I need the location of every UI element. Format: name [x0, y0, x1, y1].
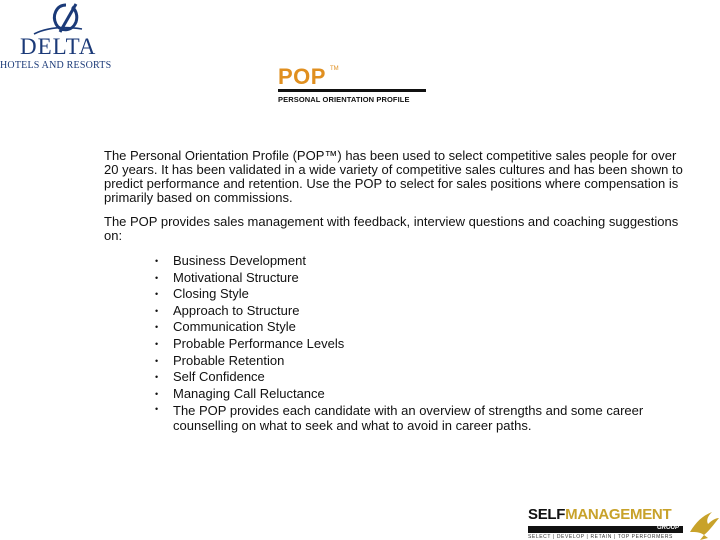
sm-tagline: SELECT | DEVELOP | RETAIN | TOP PERFORMERS: [528, 534, 673, 540]
list-item: • Closing Style: [155, 286, 249, 302]
bullet-icon: •: [155, 355, 159, 366]
pop-trademark: TM: [330, 66, 339, 72]
delta-logo: [0, 0, 130, 80]
delta-subtitle: HOTELS AND RESORTS: [0, 60, 112, 71]
eagle-icon: [688, 502, 720, 540]
bullet-icon: •: [155, 404, 159, 415]
bullet-icon: •: [155, 256, 159, 266]
delta-wordmark: DELTA: [20, 34, 97, 59]
bullet-icon: •: [155, 272, 159, 283]
list-item: • The POP provides each candidate with an overview of strengths and some career counselling on what to seek and what to avoid in career paths.: [155, 403, 644, 434]
bullet-icon: •: [155, 338, 159, 349]
pop-wordmark: POP: [278, 64, 326, 89]
self-management-logo: [528, 502, 720, 540]
sm-group-label: GROUP: [656, 525, 679, 531]
list-item: • Managing Call Reluctance: [155, 385, 325, 401]
main-content: [104, 149, 684, 433]
list-item: • Probable Performance Levels: [155, 335, 345, 351]
list-item: • Motivational Structure: [155, 269, 299, 285]
intro-paragraph: The Personal Orientation Profile (POP™) has been used to select competitive sales people for over 20 years. It has been validated in a wide variety of competitive sales cultures and has been shown to predict performance and retention. Use the POP to select for sales positions where compensation is primarily based on commissions.: [104, 148, 683, 205]
feedback-paragraph: The POP provides sales management with feedback, interview questions and coaching suggestions on:: [104, 214, 679, 243]
bullet-icon: •: [155, 305, 159, 316]
bullet-icon: •: [155, 289, 159, 300]
bullet-icon: •: [155, 372, 159, 383]
delta-swoosh-icon: [26, 2, 98, 38]
sm-group-bar: [528, 526, 683, 533]
bullet-icon: •: [155, 388, 159, 399]
sm-wordmark: SELFMANAGEMENT: [528, 506, 672, 523]
list-item: • Communication Style: [155, 319, 296, 335]
list-item: • Business Development: [155, 253, 306, 268]
topics-list: [104, 253, 684, 433]
pop-subtitle: PERSONAL ORIENTATION PROFILE: [278, 95, 410, 104]
pop-logo: [278, 64, 438, 106]
list-item: • Approach to Structure: [155, 302, 300, 318]
bullet-icon: •: [155, 322, 159, 333]
pop-divider: [278, 89, 426, 92]
list-item: • Probable Retention: [155, 352, 285, 368]
list-item: • Self Confidence: [155, 369, 265, 385]
